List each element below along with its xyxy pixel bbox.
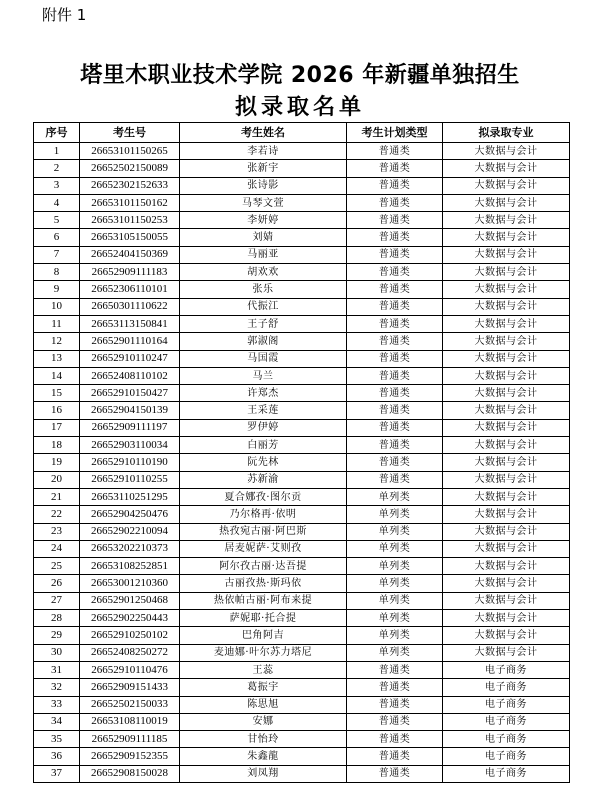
student-name-cell: 刘婧 bbox=[180, 229, 347, 246]
exam-id-cell: 26652910150427 bbox=[80, 385, 180, 402]
table-row bbox=[34, 264, 570, 281]
plan-type-cell: 单列类 bbox=[347, 610, 443, 627]
exam-id-cell: 26652902250443 bbox=[80, 610, 180, 627]
major-cell: 大数据与会计 bbox=[443, 592, 570, 609]
table-body bbox=[34, 143, 570, 783]
major-cell: 大数据与会计 bbox=[443, 177, 570, 194]
table-row bbox=[34, 212, 570, 229]
student-name-cell: 马国霞 bbox=[180, 350, 347, 367]
exam-id-cell: 26652502150089 bbox=[80, 160, 180, 177]
major-cell: 大数据与会计 bbox=[443, 229, 570, 246]
student-name-cell: 胡欢欢 bbox=[180, 264, 347, 281]
table-row bbox=[34, 506, 570, 523]
exam-id-cell: 26652910110476 bbox=[80, 661, 180, 678]
row-seq-cell: 18 bbox=[34, 437, 80, 454]
plan-type-cell: 单列类 bbox=[347, 592, 443, 609]
student-name-cell: 张乐 bbox=[180, 281, 347, 298]
student-name-cell: 阿尔孜古丽·达吾提 bbox=[180, 558, 347, 575]
table-row bbox=[34, 471, 570, 488]
exam-id-cell: 26652404150369 bbox=[80, 246, 180, 263]
plan-type-cell: 普通类 bbox=[347, 350, 443, 367]
plan-type-cell: 普通类 bbox=[347, 385, 443, 402]
student-name-cell: 巴角阿吉 bbox=[180, 627, 347, 644]
row-seq-cell: 35 bbox=[34, 731, 80, 748]
plan-type-cell: 普通类 bbox=[347, 315, 443, 332]
student-name-cell: 王子舒 bbox=[180, 315, 347, 332]
row-seq-cell: 36 bbox=[34, 748, 80, 765]
student-name-cell: 乃尔格再·依明 bbox=[180, 506, 347, 523]
table-row bbox=[34, 627, 570, 644]
exam-id-cell: 26652901250468 bbox=[80, 592, 180, 609]
row-seq-cell: 15 bbox=[34, 385, 80, 402]
table-row bbox=[34, 246, 570, 263]
row-seq-cell: 7 bbox=[34, 246, 80, 263]
exam-id-cell: 26652408250272 bbox=[80, 644, 180, 661]
table-row bbox=[34, 333, 570, 350]
row-seq-cell: 32 bbox=[34, 679, 80, 696]
exam-id-cell: 26650301110622 bbox=[80, 298, 180, 315]
exam-id-cell: 26652903110034 bbox=[80, 437, 180, 454]
row-seq-cell: 33 bbox=[34, 696, 80, 713]
student-name-cell: 热依帕古丽·阿布来提 bbox=[180, 592, 347, 609]
row-seq-cell: 4 bbox=[34, 194, 80, 211]
student-name-cell: 马丽亚 bbox=[180, 246, 347, 263]
row-seq-cell: 11 bbox=[34, 315, 80, 332]
exam-id-cell: 26652908150028 bbox=[80, 765, 180, 782]
exam-id-cell: 26652902210094 bbox=[80, 523, 180, 540]
exam-id-cell: 26652306110101 bbox=[80, 281, 180, 298]
student-name-cell: 郭淑阁 bbox=[180, 333, 347, 350]
row-seq-cell: 1 bbox=[34, 143, 80, 160]
column-header-major: 拟录取专业 bbox=[443, 123, 570, 143]
document-subtitle: 拟录取名单 bbox=[234, 95, 365, 120]
student-name-cell: 白丽芳 bbox=[180, 437, 347, 454]
row-seq-cell: 28 bbox=[34, 610, 80, 627]
exam-id-cell: 26652302152633 bbox=[80, 177, 180, 194]
plan-type-cell: 普通类 bbox=[347, 419, 443, 436]
row-seq-cell: 17 bbox=[34, 419, 80, 436]
exam-id-cell: 26652901110164 bbox=[80, 333, 180, 350]
major-cell: 电子商务 bbox=[443, 661, 570, 678]
plan-type-cell: 普通类 bbox=[347, 177, 443, 194]
student-name-cell: 马兰 bbox=[180, 367, 347, 384]
major-cell: 大数据与会计 bbox=[443, 540, 570, 557]
exam-id-cell: 26653113150841 bbox=[80, 315, 180, 332]
row-seq-cell: 8 bbox=[34, 264, 80, 281]
table-row bbox=[34, 765, 570, 782]
row-seq-cell: 37 bbox=[34, 765, 80, 782]
table-row bbox=[34, 229, 570, 246]
row-seq-cell: 29 bbox=[34, 627, 80, 644]
row-seq-cell: 12 bbox=[34, 333, 80, 350]
plan-type-cell: 普通类 bbox=[347, 437, 443, 454]
plan-type-cell: 普通类 bbox=[347, 731, 443, 748]
row-seq-cell: 24 bbox=[34, 540, 80, 557]
major-cell: 大数据与会计 bbox=[443, 454, 570, 471]
major-cell: 电子商务 bbox=[443, 679, 570, 696]
major-cell: 电子商务 bbox=[443, 713, 570, 730]
major-cell: 大数据与会计 bbox=[443, 160, 570, 177]
row-seq-cell: 20 bbox=[34, 471, 80, 488]
exam-id-cell: 26652909111183 bbox=[80, 264, 180, 281]
table-row bbox=[34, 367, 570, 384]
exam-id-cell: 26652910110247 bbox=[80, 350, 180, 367]
student-name-cell: 古丽孜热·斯玛依 bbox=[180, 575, 347, 592]
student-name-cell: 甘怡玲 bbox=[180, 731, 347, 748]
major-cell: 大数据与会计 bbox=[443, 194, 570, 211]
major-cell: 大数据与会计 bbox=[443, 385, 570, 402]
table-row bbox=[34, 610, 570, 627]
exam-id-cell: 26652502150033 bbox=[80, 696, 180, 713]
major-cell: 大数据与会计 bbox=[443, 246, 570, 263]
major-cell: 大数据与会计 bbox=[443, 627, 570, 644]
exam-id-cell: 26653108110019 bbox=[80, 713, 180, 730]
major-cell: 大数据与会计 bbox=[443, 402, 570, 419]
plan-type-cell: 普通类 bbox=[347, 229, 443, 246]
table-row bbox=[34, 281, 570, 298]
major-cell: 电子商务 bbox=[443, 765, 570, 782]
table-row bbox=[34, 385, 570, 402]
major-cell: 大数据与会计 bbox=[443, 212, 570, 229]
exam-id-cell: 26653105150055 bbox=[80, 229, 180, 246]
column-header-name: 考生姓名 bbox=[180, 123, 347, 143]
exam-id-cell: 26653101150253 bbox=[80, 212, 180, 229]
exam-id-cell: 26653108252851 bbox=[80, 558, 180, 575]
major-cell: 大数据与会计 bbox=[443, 419, 570, 436]
student-name-cell: 李妍婷 bbox=[180, 212, 347, 229]
student-name-cell: 张诗影 bbox=[180, 177, 347, 194]
exam-id-cell: 26653202210373 bbox=[80, 540, 180, 557]
table-row bbox=[34, 315, 570, 332]
plan-type-cell: 普通类 bbox=[347, 402, 443, 419]
table-row bbox=[34, 713, 570, 730]
row-seq-cell: 10 bbox=[34, 298, 80, 315]
row-seq-cell: 13 bbox=[34, 350, 80, 367]
major-cell: 大数据与会计 bbox=[443, 523, 570, 540]
student-name-cell: 朱鑫龍 bbox=[180, 748, 347, 765]
table-row bbox=[34, 350, 570, 367]
table-row bbox=[34, 696, 570, 713]
row-seq-cell: 25 bbox=[34, 558, 80, 575]
table-row bbox=[34, 160, 570, 177]
table-row bbox=[34, 488, 570, 505]
major-cell: 大数据与会计 bbox=[443, 506, 570, 523]
student-name-cell: 热孜宛古丽·阿巴斯 bbox=[180, 523, 347, 540]
exam-id-cell: 26652909111197 bbox=[80, 419, 180, 436]
table-row bbox=[34, 523, 570, 540]
student-name-cell: 罗伊婷 bbox=[180, 419, 347, 436]
column-header-plan-type: 考生计划类型 bbox=[347, 123, 443, 143]
plan-type-cell: 普通类 bbox=[347, 748, 443, 765]
table-row bbox=[34, 402, 570, 419]
exam-id-cell: 26653101150265 bbox=[80, 143, 180, 160]
plan-type-cell: 普通类 bbox=[347, 679, 443, 696]
plan-type-cell: 单列类 bbox=[347, 575, 443, 592]
attachment-label: 附件 1 bbox=[42, 6, 87, 24]
row-seq-cell: 27 bbox=[34, 592, 80, 609]
major-cell: 大数据与会计 bbox=[443, 367, 570, 384]
table-row bbox=[34, 575, 570, 592]
plan-type-cell: 普通类 bbox=[347, 367, 443, 384]
major-cell: 大数据与会计 bbox=[443, 488, 570, 505]
student-name-cell: 阮先林 bbox=[180, 454, 347, 471]
table-row bbox=[34, 437, 570, 454]
student-name-cell: 陈思旭 bbox=[180, 696, 347, 713]
plan-type-cell: 单列类 bbox=[347, 540, 443, 557]
plan-type-cell: 普通类 bbox=[347, 696, 443, 713]
plan-type-cell: 普通类 bbox=[347, 471, 443, 488]
row-seq-cell: 22 bbox=[34, 506, 80, 523]
plan-type-cell: 普通类 bbox=[347, 160, 443, 177]
table-row bbox=[34, 748, 570, 765]
exam-id-cell: 26652909151433 bbox=[80, 679, 180, 696]
exam-id-cell: 26652904250476 bbox=[80, 506, 180, 523]
student-name-cell: 葛振宇 bbox=[180, 679, 347, 696]
column-header-seq: 序号 bbox=[34, 123, 80, 143]
exam-id-cell: 26652910110255 bbox=[80, 471, 180, 488]
exam-id-cell: 26652904150139 bbox=[80, 402, 180, 419]
student-name-cell: 马琴文萱 bbox=[180, 194, 347, 211]
column-header-exam-id: 考生号 bbox=[80, 123, 180, 143]
exam-id-cell: 26652909111185 bbox=[80, 731, 180, 748]
plan-type-cell: 普通类 bbox=[347, 661, 443, 678]
plan-type-cell: 单列类 bbox=[347, 644, 443, 661]
student-name-cell: 李若诗 bbox=[180, 143, 347, 160]
major-cell: 大数据与会计 bbox=[443, 437, 570, 454]
exam-id-cell: 26653001210360 bbox=[80, 575, 180, 592]
major-cell: 大数据与会计 bbox=[443, 143, 570, 160]
plan-type-cell: 单列类 bbox=[347, 523, 443, 540]
row-seq-cell: 3 bbox=[34, 177, 80, 194]
table-row bbox=[34, 454, 570, 471]
student-name-cell: 代振江 bbox=[180, 298, 347, 315]
plan-type-cell: 普通类 bbox=[347, 713, 443, 730]
plan-type-cell: 普通类 bbox=[347, 333, 443, 350]
major-cell: 大数据与会计 bbox=[443, 298, 570, 315]
student-name-cell: 苏新渝 bbox=[180, 471, 347, 488]
major-cell: 电子商务 bbox=[443, 731, 570, 748]
row-seq-cell: 34 bbox=[34, 713, 80, 730]
row-seq-cell: 26 bbox=[34, 575, 80, 592]
student-name-cell: 许郑杰 bbox=[180, 385, 347, 402]
row-seq-cell: 23 bbox=[34, 523, 80, 540]
student-name-cell: 王采莲 bbox=[180, 402, 347, 419]
major-cell: 电子商务 bbox=[443, 748, 570, 765]
table-row bbox=[34, 143, 570, 160]
table-row bbox=[34, 731, 570, 748]
table-row bbox=[34, 592, 570, 609]
table-row bbox=[34, 679, 570, 696]
row-seq-cell: 2 bbox=[34, 160, 80, 177]
major-cell: 大数据与会计 bbox=[443, 315, 570, 332]
major-cell: 大数据与会计 bbox=[443, 610, 570, 627]
table-row bbox=[34, 540, 570, 557]
student-name-cell: 夏合娜孜·图尔贡 bbox=[180, 488, 347, 505]
major-cell: 大数据与会计 bbox=[443, 575, 570, 592]
plan-type-cell: 普通类 bbox=[347, 765, 443, 782]
exam-id-cell: 26653101150162 bbox=[80, 194, 180, 211]
major-cell: 大数据与会计 bbox=[443, 644, 570, 661]
plan-type-cell: 普通类 bbox=[347, 264, 443, 281]
plan-type-cell: 普通类 bbox=[347, 143, 443, 160]
major-cell: 大数据与会计 bbox=[443, 333, 570, 350]
row-seq-cell: 6 bbox=[34, 229, 80, 246]
row-seq-cell: 21 bbox=[34, 488, 80, 505]
table-row bbox=[34, 558, 570, 575]
table-row bbox=[34, 177, 570, 194]
table-row bbox=[34, 644, 570, 661]
exam-id-cell: 26652909152355 bbox=[80, 748, 180, 765]
plan-type-cell: 普通类 bbox=[347, 212, 443, 229]
exam-id-cell: 26652408110102 bbox=[80, 367, 180, 384]
student-name-cell: 安娜 bbox=[180, 713, 347, 730]
exam-id-cell: 26652910250102 bbox=[80, 627, 180, 644]
table-header-row bbox=[34, 123, 570, 143]
student-name-cell: 萨妮耶·托合提 bbox=[180, 610, 347, 627]
row-seq-cell: 16 bbox=[34, 402, 80, 419]
major-cell: 大数据与会计 bbox=[443, 558, 570, 575]
table-row bbox=[34, 661, 570, 678]
table-row bbox=[34, 194, 570, 211]
major-cell: 大数据与会计 bbox=[443, 471, 570, 488]
row-seq-cell: 19 bbox=[34, 454, 80, 471]
student-name-cell: 麦迪娜·叶尔苏力塔尼 bbox=[180, 644, 347, 661]
plan-type-cell: 单列类 bbox=[347, 488, 443, 505]
exam-id-cell: 26652910110190 bbox=[80, 454, 180, 471]
row-seq-cell: 30 bbox=[34, 644, 80, 661]
table-row bbox=[34, 298, 570, 315]
student-name-cell: 居麦妮萨·艾则孜 bbox=[180, 540, 347, 557]
major-cell: 大数据与会计 bbox=[443, 350, 570, 367]
plan-type-cell: 普通类 bbox=[347, 246, 443, 263]
row-seq-cell: 14 bbox=[34, 367, 80, 384]
plan-type-cell: 单列类 bbox=[347, 627, 443, 644]
plan-type-cell: 单列类 bbox=[347, 558, 443, 575]
student-name-cell: 张新宇 bbox=[180, 160, 347, 177]
plan-type-cell: 普通类 bbox=[347, 298, 443, 315]
plan-type-cell: 普通类 bbox=[347, 281, 443, 298]
student-name-cell: 刘凤翔 bbox=[180, 765, 347, 782]
major-cell: 大数据与会计 bbox=[443, 264, 570, 281]
plan-type-cell: 单列类 bbox=[347, 506, 443, 523]
plan-type-cell: 普通类 bbox=[347, 194, 443, 211]
exam-id-cell: 26653110251295 bbox=[80, 488, 180, 505]
student-name-cell: 王蕊 bbox=[180, 661, 347, 678]
document-title: 塔里木职业技术学院 2026 年新疆单独招生 bbox=[80, 63, 520, 88]
plan-type-cell: 普通类 bbox=[347, 454, 443, 471]
major-cell: 电子商务 bbox=[443, 696, 570, 713]
admission-list-table bbox=[33, 122, 570, 783]
row-seq-cell: 9 bbox=[34, 281, 80, 298]
table-row bbox=[34, 419, 570, 436]
row-seq-cell: 31 bbox=[34, 661, 80, 678]
row-seq-cell: 5 bbox=[34, 212, 80, 229]
major-cell: 大数据与会计 bbox=[443, 281, 570, 298]
